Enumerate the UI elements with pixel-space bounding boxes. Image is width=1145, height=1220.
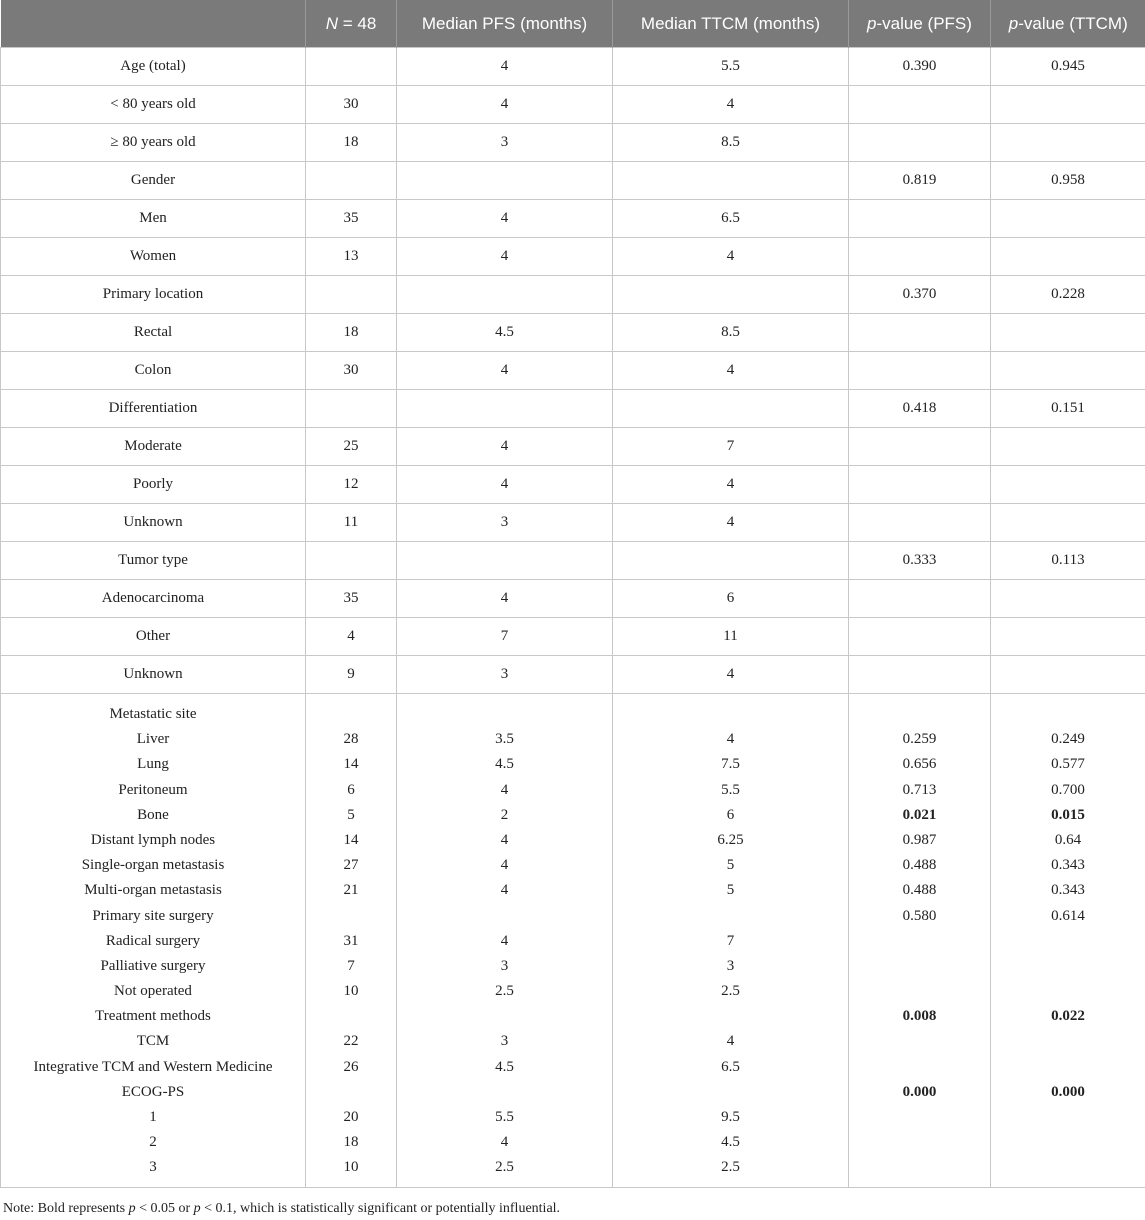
table-row <box>1 542 1145 580</box>
grouped-line: 0.000 <box>1051 1083 1085 1100</box>
cell-p-pfs <box>849 504 991 542</box>
grouped-line: 3 <box>149 1159 157 1176</box>
cell-p-ttcm: 0.113 <box>991 542 1145 580</box>
table-header <box>1 0 1145 48</box>
grouped-line: 2 <box>500 806 509 823</box>
grouped-line <box>306 1080 396 1105</box>
table-row <box>1 238 1145 276</box>
cell-n: 13 <box>306 238 397 276</box>
cell-median-ttcm <box>613 162 849 200</box>
grouped-line: 18 <box>343 1134 359 1151</box>
grouped-line: 0.343 <box>1051 882 1085 899</box>
cell-variable: < 80 years old <box>1 86 306 124</box>
grouped-line <box>849 979 990 1004</box>
cell-p-ttcm: 0.228 <box>991 276 1145 314</box>
grouped-line: 5.5 <box>495 1109 514 1125</box>
grouped-line: 5.5 <box>721 781 740 798</box>
table-row <box>1 276 1145 314</box>
table-row <box>1 618 1145 656</box>
grouped-line: Multi-organ metastasis <box>84 882 222 899</box>
cell-median-ttcm: 4 <box>613 656 849 694</box>
cell-median-ttcm: 4 <box>613 238 849 276</box>
cell-p-pfs <box>849 428 991 466</box>
grouped-line: 6 <box>726 806 735 823</box>
grouped-line <box>991 929 1145 954</box>
grouped-line: Liver <box>136 731 170 748</box>
grouped-line: 4 <box>500 857 509 874</box>
cell-p-pfs <box>849 694 991 1188</box>
grouped-line: TCM <box>136 1033 170 1050</box>
cell-median-pfs: 4 <box>397 200 613 238</box>
cell-p-ttcm: 0.151 <box>991 390 1145 428</box>
grouped-line: 0.656 <box>902 756 937 773</box>
cell-p-ttcm: 0.958 <box>991 162 1145 200</box>
cell-variable: Unknown <box>1 504 306 542</box>
header-variable <box>1 0 306 48</box>
cell-p-ttcm <box>991 352 1145 390</box>
cell-p-pfs <box>849 352 991 390</box>
grouped-line: Not operated <box>114 983 192 1000</box>
cell-median-ttcm: 5.5 <box>613 48 849 86</box>
cell-variable: Colon <box>1 352 306 390</box>
grouped-line: 0.580 <box>902 907 937 924</box>
grouped-line <box>991 1029 1145 1054</box>
cell-p-pfs <box>849 618 991 656</box>
cell-median-pfs: 3 <box>397 656 613 694</box>
cell-p-ttcm <box>991 238 1145 276</box>
cell-p-pfs: 0.819 <box>849 162 991 200</box>
grouped-line <box>613 1080 848 1105</box>
cell-median-ttcm: 8.5 <box>613 124 849 162</box>
table-note: Note: Bold represents p < 0.05 or p < 0.1, which is statistically significant or potentially influential. <box>3 1201 561 1216</box>
cell-p-pfs <box>849 656 991 694</box>
cell-p-pfs <box>849 466 991 504</box>
grouped-line: 4 <box>500 781 509 798</box>
table-row <box>1 390 1145 428</box>
cell-p-pfs <box>849 238 991 276</box>
grouped-line <box>991 979 1145 1004</box>
cell-n: 35 <box>306 200 397 238</box>
cell-median-ttcm <box>613 542 849 580</box>
cell-median-ttcm: 6 <box>613 580 849 618</box>
grouped-line: 4.5 <box>495 756 514 773</box>
grouped-line: 4 <box>500 882 509 899</box>
cell-median-pfs <box>397 162 613 200</box>
grouped-line: 2.5 <box>721 983 740 1000</box>
cell-n: 11 <box>306 504 397 542</box>
cell-variable: Primary location <box>1 276 306 314</box>
grouped-line: 0.577 <box>1051 756 1085 773</box>
grouped-line: 0.008 <box>902 1008 937 1025</box>
grouped-line: 4 <box>726 1033 735 1050</box>
grouped-line <box>613 702 848 727</box>
cell-median-pfs: 4 <box>397 352 613 390</box>
cell-n <box>306 694 397 1188</box>
grouped-line: Radical surgery <box>105 932 201 949</box>
cell-p-ttcm <box>991 580 1145 618</box>
grouped-line: 14 <box>343 756 359 773</box>
grouped-line: 4 <box>500 932 509 949</box>
cell-p-pfs: 0.370 <box>849 276 991 314</box>
cell-median-ttcm: 8.5 <box>613 314 849 352</box>
grouped-line: 3 <box>726 957 735 974</box>
cell-p-ttcm <box>991 200 1145 238</box>
cell-n <box>306 276 397 314</box>
cell-p-pfs <box>849 314 991 352</box>
grouped-line: 2.5 <box>495 983 514 1000</box>
grouped-line <box>397 1080 612 1105</box>
grouped-line <box>849 1105 990 1130</box>
grouped-line <box>306 702 396 727</box>
table-row <box>1 580 1145 618</box>
grouped-line <box>849 954 990 979</box>
table-row <box>1 162 1145 200</box>
cell-n: 9 <box>306 656 397 694</box>
cell-p-ttcm <box>991 124 1145 162</box>
table-row <box>1 352 1145 390</box>
cell-variable: Adenocarcinoma <box>1 580 306 618</box>
cell-n: 35 <box>306 580 397 618</box>
grouped-line: 27 <box>343 857 359 874</box>
grouped-line: Bone <box>137 806 169 823</box>
table-row <box>1 656 1145 694</box>
cell-p-ttcm <box>991 618 1145 656</box>
grouped-line: 26 <box>343 1058 359 1075</box>
cell-p-ttcm <box>991 314 1145 352</box>
cell-p-ttcm <box>991 504 1145 542</box>
cell-median-pfs: 7 <box>397 618 613 656</box>
grouped-line: Primary site surgery <box>92 907 214 924</box>
cell-variable: Moderate <box>1 428 306 466</box>
grouped-line <box>849 1130 990 1155</box>
grouped-line: 0.713 <box>902 781 937 798</box>
grouped-line: 0.015 <box>1051 806 1085 823</box>
grouped-line: 10 <box>343 983 359 1000</box>
cell-p-ttcm <box>991 694 1145 1188</box>
grouped-line: 4 <box>726 731 735 748</box>
grouped-line: 4 <box>500 1134 509 1151</box>
grouped-line: 22 <box>343 1033 359 1050</box>
grouped-line: 0.700 <box>1051 781 1085 798</box>
cell-median-pfs: 3 <box>397 124 613 162</box>
cell-variable: Women <box>1 238 306 276</box>
cell-p-ttcm <box>991 428 1145 466</box>
grouped-line <box>613 904 848 929</box>
cell-n <box>306 390 397 428</box>
header-p-pfs: p-value (PFS) <box>849 0 991 48</box>
cell-median-ttcm <box>613 276 849 314</box>
cell-median-pfs <box>397 276 613 314</box>
cell-p-pfs: 0.418 <box>849 390 991 428</box>
grouped-line: 10 <box>343 1159 359 1176</box>
cell-median-ttcm: 7 <box>613 428 849 466</box>
grouped-line: 6 <box>347 781 355 798</box>
cell-median-ttcm: 6.5 <box>613 200 849 238</box>
grouped-line <box>991 702 1145 727</box>
cell-median-ttcm <box>613 390 849 428</box>
cell-n <box>306 48 397 86</box>
cell-n: 30 <box>306 352 397 390</box>
table-row <box>1 314 1145 352</box>
cell-n: 30 <box>306 86 397 124</box>
grouped-line: 2.5 <box>721 1159 740 1176</box>
header-row <box>1 0 1145 48</box>
grouped-line: Treatment methods <box>95 1008 211 1025</box>
cell-variable: Age (total) <box>1 48 306 86</box>
grouped-line: 4 <box>500 831 509 848</box>
cell-median-pfs: 4 <box>397 428 613 466</box>
grouped-line: Peritoneum <box>118 781 188 798</box>
grouped-line <box>849 1155 990 1180</box>
grouped-line <box>991 1130 1145 1155</box>
grouped-line <box>306 1004 396 1029</box>
cell-p-pfs: 0.333 <box>849 542 991 580</box>
grouped-line: 0.614 <box>1051 907 1085 924</box>
cell-median-ttcm <box>613 694 849 1188</box>
grouped-line: 0.249 <box>1051 731 1085 748</box>
cell-median-ttcm: 4 <box>613 466 849 504</box>
cell-median-pfs: 4 <box>397 580 613 618</box>
grouped-line: 0.022 <box>1051 1008 1085 1025</box>
cell-median-ttcm: 4 <box>613 352 849 390</box>
grouped-line: Palliative surgery <box>100 957 206 974</box>
grouped-line: 20 <box>343 1109 359 1125</box>
cell-median-ttcm: 4 <box>613 86 849 124</box>
grouped-line: 14 <box>343 831 359 848</box>
cell-p-pfs <box>849 200 991 238</box>
grouped-line <box>991 954 1145 979</box>
cell-median-pfs <box>397 542 613 580</box>
grouped-line: 0.021 <box>902 806 937 823</box>
cell-n: 18 <box>306 124 397 162</box>
cell-n: 18 <box>306 314 397 352</box>
cell-p-pfs <box>849 580 991 618</box>
cell-median-pfs: 3 <box>397 504 613 542</box>
cell-n: 4 <box>306 618 397 656</box>
cell-variable: Poorly <box>1 466 306 504</box>
grouped-line: Single-organ metastasis <box>81 857 225 874</box>
cell-p-ttcm <box>991 656 1145 694</box>
cell-median-pfs <box>397 694 613 1188</box>
grouped-line: 3 <box>500 1033 509 1050</box>
grouped-line <box>397 904 612 929</box>
cell-median-pfs: 4 <box>397 86 613 124</box>
table-row <box>1 86 1145 124</box>
cell-median-pfs <box>397 390 613 428</box>
table-row <box>1 428 1145 466</box>
cell-variable <box>1 694 306 1188</box>
grouped-line: 21 <box>343 882 359 899</box>
grouped-line: 4.5 <box>721 1134 740 1151</box>
grouped-line: 5 <box>347 806 355 823</box>
cell-n <box>306 162 397 200</box>
cell-median-ttcm: 4 <box>613 504 849 542</box>
grouped-line: 0.488 <box>902 857 937 874</box>
cell-median-pfs: 4 <box>397 48 613 86</box>
cell-n: 25 <box>306 428 397 466</box>
table-row-grouped <box>1 694 1145 1188</box>
grouped-line <box>849 929 990 954</box>
cell-median-pfs: 4.5 <box>397 314 613 352</box>
cell-p-pfs <box>849 124 991 162</box>
grouped-line: 6.5 <box>721 1058 740 1075</box>
grouped-line: Lung <box>137 756 169 773</box>
cell-variable: ≥ 80 years old <box>1 124 306 162</box>
cell-variable: Rectal <box>1 314 306 352</box>
table-row <box>1 48 1145 86</box>
table-row <box>1 504 1145 542</box>
grouped-line <box>397 702 612 727</box>
grouped-line <box>397 1004 612 1029</box>
grouped-line: 3.5 <box>495 731 514 748</box>
table-body <box>1 48 1145 1188</box>
table-row <box>1 124 1145 162</box>
grouped-line: 2 <box>149 1134 157 1151</box>
grouped-line: 5 <box>726 857 735 874</box>
grouped-line: 4.5 <box>495 1058 514 1075</box>
cell-p-ttcm: 0.945 <box>991 48 1145 86</box>
grouped-line: 0.987 <box>902 831 937 848</box>
grouped-line: 0.259 <box>902 731 937 748</box>
grouped-line: 3 <box>500 957 509 974</box>
cell-variable: Gender <box>1 162 306 200</box>
grouped-line: 2.5 <box>495 1159 514 1176</box>
grouped-line: 7.5 <box>721 756 740 773</box>
grouped-line: Distant lymph nodes <box>90 831 216 848</box>
cell-median-pfs: 4 <box>397 466 613 504</box>
grouped-line: 5 <box>726 882 735 899</box>
grouped-line <box>849 1055 990 1080</box>
header-p-ttcm: p-value (TTCM) <box>991 0 1145 48</box>
grouped-line: ECOG-PS <box>121 1083 185 1100</box>
grouped-line: 0.000 <box>902 1083 937 1100</box>
header-median-pfs: Median PFS (months) <box>397 0 613 48</box>
grouped-line: 7 <box>726 932 735 949</box>
grouped-line: 9.5 <box>721 1109 740 1125</box>
cell-n: 12 <box>306 466 397 504</box>
grouped-line <box>991 1155 1145 1180</box>
cell-p-pfs <box>849 86 991 124</box>
grouped-line: 6.25 <box>717 831 744 848</box>
header-median-ttcm: Median TTCM (months) <box>613 0 849 48</box>
cell-p-ttcm <box>991 86 1145 124</box>
grouped-line: 0.488 <box>902 882 937 899</box>
grouped-line: Integrative TCM and Western Medicine <box>33 1058 273 1075</box>
grouped-line <box>849 702 990 727</box>
grouped-line: 1 <box>149 1109 157 1125</box>
cell-variable: Differentiation <box>1 390 306 428</box>
cell-median-pfs: 4 <box>397 238 613 276</box>
grouped-line <box>849 1029 990 1054</box>
grouped-line <box>613 1004 848 1029</box>
grouped-line <box>306 904 396 929</box>
grouped-line: 0.343 <box>1051 857 1085 874</box>
grouped-line: Metastatic site <box>109 706 197 722</box>
cell-p-ttcm <box>991 466 1145 504</box>
cell-variable: Other <box>1 618 306 656</box>
grouped-line: 7 <box>347 957 355 974</box>
cell-variable: Unknown <box>1 656 306 694</box>
grouped-line <box>991 1105 1145 1130</box>
header-n: N = 48 <box>306 0 397 48</box>
table-row <box>1 466 1145 504</box>
cell-n <box>306 542 397 580</box>
grouped-line <box>991 1055 1145 1080</box>
table-row <box>1 200 1145 238</box>
cell-median-ttcm: 11 <box>613 618 849 656</box>
cell-variable: Tumor type <box>1 542 306 580</box>
grouped-line: 0.64 <box>1054 831 1082 848</box>
cell-variable: Men <box>1 200 306 238</box>
grouped-line: 31 <box>343 932 359 949</box>
cell-p-pfs: 0.390 <box>849 48 991 86</box>
grouped-line: 28 <box>343 731 359 748</box>
